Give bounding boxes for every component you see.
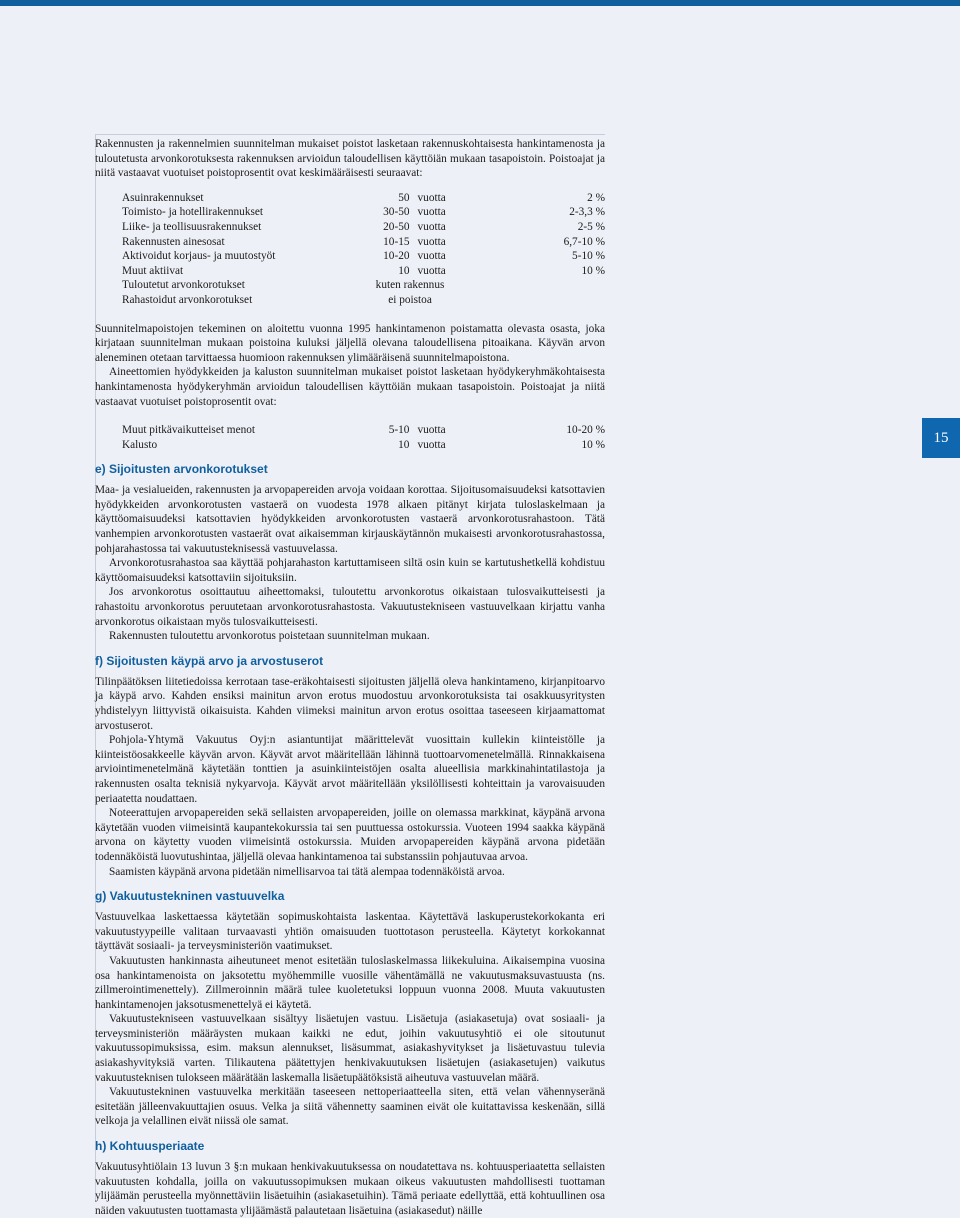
section-e-paragraph-2: Arvonkorotusrahastoa saa käyttää pohjarahaston kartuttamiseen siltä osin kuin se kartutushetkellä kohdistuu käyttöomaisuudeksi katsottaviin sijoituksiin.	[95, 557, 605, 584]
section-f-heading: f) Sijoitusten käypä arvo ja arvostuserot	[95, 653, 324, 668]
table-cell-name: Liike- ja teollisuusrakennukset	[122, 220, 262, 233]
section-e-paragraph-1: Maa- ja vesialueiden, rakennusten ja arvopapereiden arvoja voidaan korottaa. Sijoitusomaisuudeksi katsottavien hyödykkeiden arvonkorotusten vastaerä on vuodesta 1978 alkaen pitänyt kirjata tuloslaskelmaan ja käyttöomaisuudeksi katsottavien hyödykkeiden arvonkorotusten vastaerä arvonkorotusrahastoon. Tätä vanhempien arvonkorotusten vastaerät ovat aikaisemman kirjauskäytännön mukaisesti arvonkorotusrahastossa, pohjarahastossa tai vakuutusteknisessä vastuuvelassa.	[95, 484, 605, 555]
table-row	[122, 191, 605, 206]
table-row	[122, 423, 605, 438]
table-row	[122, 220, 605, 235]
section-g-paragraph-1: Vastuuvelkaa laskettaessa käytetään sopimuskohtaista laskentaa. Käytettävä laskuperustekorkokanta eri vakuutustyypeille valitaan turvaavasti yhtiön omaisuuden tuottotason perusteella. Käytetyt korkokannat täyttävät sosiaali- ja terveysministeriön vaatimukset.	[95, 911, 605, 953]
table-cell-pct: 5-10 %	[572, 250, 605, 263]
top-accent-bar	[0, 0, 960, 6]
section-g-paragraph-2: Vakuutusten hankinnasta aiheutuneet menot esitetään tuloslaskelmassa liikekuluina. Aikaisempina vuosina osa hankintamenoista on jaksotettu myöhemmille vuosille vähentämällä ne vakuutusmaksuvastuusta (ns. zillmerointimenettely). Zillmeroinnin määrä tulee kuoletetuksi loppuun vuonna 2008. Muuta vakuutusten hankintamenojen jaksotusmenettelyä ei käytetä.	[95, 954, 605, 1011]
table-cell-name: Muut aktiivat	[122, 264, 184, 277]
table-cell-name: Rakennusten ainesosat	[122, 235, 225, 248]
depreciation-table-2	[122, 423, 605, 452]
table-cell-empty	[473, 293, 605, 308]
table-row	[122, 235, 605, 250]
table-cell-pct: 10 %	[581, 438, 605, 451]
depreciation-table	[122, 191, 605, 308]
table-cell-name: Asuinrakennukset	[122, 191, 204, 204]
section-f-paragraph-3: Noteerattujen arvopapereiden sekä sellaisten arvopapereiden, joille on olemassa markkinat, käypänä arvona käytetään vuoden viimeisintä kaupantekokurssia tai sen puuttuessa ostokurssia. Vuoteen 1994 saakka käypänä arvona on käytetty vuoden viimeisintä ostokurssia. Muiden arvopapereiden käypänä arvona pidetään todennäköistä luovutushintaa, jäljellä olevaa hankintamenoa tai substanssiin pohjautuvaa arvoa.	[95, 807, 605, 863]
table-cell-unit: vuotta	[417, 220, 446, 233]
section-f-paragraph-1: Tilinpäätöksen liitetiedoissa kerrotaan tase-eräkohtaisesti sijoitusten jäljellä oleva hankintameno, kirjanpitoarvo ja käypä arvo. Kahden ensiksi mainitun arvon erotus muodostuu arvonkorotuksista tai osakkuusyritysten yhdistelyyn liittyvistä oikaisuista. Kahden viimeksi mainitun arvon erotus osoittaa taseeseen kirjaamattomat arvostuserot.	[95, 675, 605, 732]
table-cell-unit: vuotta	[417, 438, 446, 451]
table-cell-name: Toimisto- ja hotellirakennukset	[122, 206, 264, 219]
section-e-heading: e) Sijoitusten arvonkorotukset	[95, 462, 268, 477]
table-cell-name: Rahastoidut arvonkorotukset	[122, 293, 253, 306]
section-h-heading: h) Kohtuusperiaate	[95, 1139, 205, 1154]
table-row	[122, 293, 605, 308]
table-cell-pct: 10 %	[581, 264, 605, 277]
table-cell-years: 10-15	[383, 235, 410, 248]
table-cell-pct: 2 %	[587, 191, 605, 204]
table-cell-unit: vuotta	[417, 206, 446, 219]
table-cell-pct: 6,7-10 %	[563, 235, 605, 248]
table-cell-years: 10	[398, 438, 410, 451]
table-cell-unit: vuotta	[417, 250, 446, 263]
table-row	[122, 205, 605, 220]
table-cell-pct: 10-20 %	[566, 424, 605, 437]
table-cell-unit: vuotta	[417, 264, 446, 277]
section-e-paragraph-3: Jos arvonkorotus osoittautuu aiheettomaksi, tuloutettu arvonkorotus oikaistaan tulosvaikutteisesti ja rahastoitu arvonkorotus peruutetaan arvonkorotusrahastosta. Vakuutustekniseen vastuuvelkaan kirjattu vanha arvonkorotus oikaistaan myös tulosvaikutteisesti.	[95, 586, 605, 628]
table-row	[122, 249, 605, 264]
table-cell-name: Muut pitkävaikutteiset menot	[122, 424, 256, 437]
table-cell-years: 10	[398, 264, 410, 277]
table-cell-years: 50	[398, 191, 410, 204]
table-cell-years: 5-10	[388, 424, 410, 437]
table-cell-unit: vuotta	[417, 424, 446, 437]
section-g-paragraph-4: Vakuutustekninen vastuuvelka merkitään taseeseen nettoperiaatteella siten, että velan vähennyseränä esitetään jälleenvakuuttajien osuus. Velka ja siitä vähennetty saaminen eivät ole kuitattavissa keskenään, sillä velkoja ja velallinen eivät niissä ole samat.	[95, 1086, 605, 1128]
document-body	[95, 137, 605, 1218]
section-e-paragraph-4: Rakennusten tuloutettu arvonkorotus poistetaan suunnitelman mukaan.	[109, 630, 430, 643]
table-cell-years: 20-50	[383, 220, 410, 233]
table-cell-pct: 2-3,3 %	[569, 206, 605, 219]
table-cell-pct: 2-5 %	[577, 220, 605, 233]
section-g-heading: g) Vakuutustekninen vastuuvelka	[95, 889, 285, 904]
table-cell-name: Kalusto	[122, 438, 158, 451]
table-cell-years: 30-50	[383, 206, 410, 219]
section-f-paragraph-2: Pohjola-Yhtymä Vakuutus Oyj:n asiantuntijat määrittelevät vuosittain kullekin kiinteistölle ja kiinteistöosakkeelle käyvän arvon. Käyvät arvot määritellään lähinnä tuottoarvomenetelmällä. Rinnakkaisena arviointimenetelmänä käytetään tonttien ja asuinkiinteistöjen osalta alueellisia markkinahintatilastoja ja rakennusten osalta teknisiä nykyarvoja. Käyvät arvot määritellään yksilöllisesti kohteittain ja varovaisuuden periaatetta noudattaen.	[95, 734, 605, 805]
table-cell-name: Tuloutetut arvonkorotukset	[122, 279, 245, 292]
plan-paragraph-2: Aineettomien hyödykkeiden ja kaluston suunnitelman mukaiset poistot lasketaan hyödykeryhmäkohtaisesta hankintamenosta hyödykeryhmän arvioidun taloudellisen käyttöiän mukaan tasapoistoin. Poistoajat ja niitä vastaavat vuotuiset poistoprosentit ovat:	[95, 366, 605, 408]
table-cell-empty	[473, 278, 605, 293]
table-row	[122, 278, 605, 293]
section-h-paragraph-1: Vakuutusyhtiölain 13 luvun 3 §:n mukaan henkivakuutuksessa on noudatettava ns. kohtuusperiaatetta sellaisten vakuutusten kohdalla, joilla on vakuutussopimuksen mukaan oikeus vakuutusten mahdollisesti tuottaman ylijäämän perusteella myönnettäviin lisäetuihin (asiakasetuihin). Tämä periaate edellyttää, että kohtuullinen osa näiden vakuutusten tuottamasta ylijäämästä palautetaan lisäetuina (asiakasedut) näille	[95, 1161, 605, 1217]
table-row	[122, 264, 605, 279]
table-cell-name: Aktivoidut korjaus- ja muutostyöt	[122, 250, 276, 263]
section-f-paragraph-4: Saamisten käypänä arvona pidetään nimellisarvoa tai tätä alempaa todennäköistä arvoa.	[109, 865, 505, 878]
table-row	[122, 438, 605, 453]
intro-paragraph: Rakennusten ja rakennelmien suunnitelman mukaiset poistot lasketaan rakennuskohtaisesta hankintamenosta ja tuloutetusta arvonkorotuksesta rakennuksen arvioidun taloudellisen käyttöiän mukaan tasapoistoin. Poistoajat ja niitä vastaavat vuotuiset poistoprosentit ovat keskimääräisesti seuraavat:	[95, 138, 605, 180]
table-cell-years: 10-20	[383, 250, 410, 263]
section-g-paragraph-3: Vakuutustekniseen vastuuvelkaan sisältyy lisäetujen vastuu. Lisäetuja (asiakasetuja) ovat sosiaali- ja terveysministeriön määräysten mukaan kaikki ne edut, joihin vakuutusyhtiö ei ole sitoutunut vakuutussopimuksissa, esim. maksun alennukset, lisäsummat, asiakashyvitykset ja lisäetuvastuu tulevia asiakashyvityksiä varten. Tilikautena päätettyjen henkivakuutuksen lisäetujen (asiakasetujen) vaikutus vakuutusteknisen tulokseen määrätään laskemalla lisäetupäätöksistä aiheutuva vastuuvelan määrä.	[95, 1013, 605, 1084]
plan-paragraph-1: Suunnitelmapoistojen tekeminen on aloitettu vuonna 1995 hankintamenon poistamatta olevasta osasta, joka kirjataan suunnitelman mukaan poistoina kuluksi jäljellä olevana taloudellisena pitoaikana. Käyvän arvon aleneminen otetaan tarvittaessa huomioon rakennuksen ylimääräisenä suunnitelmapoistona.	[95, 322, 605, 364]
table-cell-unit: vuotta	[417, 235, 446, 248]
table-cell-value: kuten rakennus	[375, 279, 445, 292]
table-cell-unit: vuotta	[417, 191, 446, 204]
table-cell-value: ei poistoa	[388, 293, 432, 306]
page-number-tab: 15	[922, 418, 960, 458]
top-rule	[95, 134, 605, 135]
